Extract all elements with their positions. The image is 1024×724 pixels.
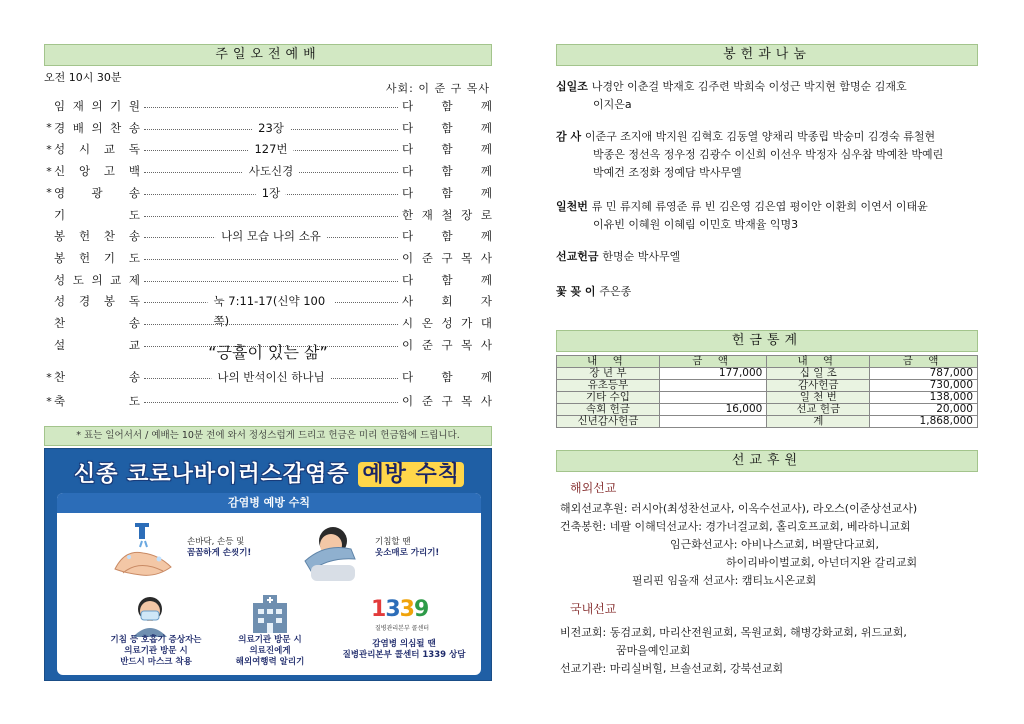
stand-mark: * bbox=[46, 121, 52, 135]
order-person: 다 함 께 bbox=[402, 120, 492, 135]
hotline-1339-logo bbox=[371, 597, 428, 622]
order-row bbox=[44, 118, 492, 138]
offering-names: 한명순 박사무엘 bbox=[602, 250, 681, 263]
stats-item: 감사헌금 bbox=[767, 380, 870, 392]
hotline-digit: 1 bbox=[371, 597, 386, 622]
dotted-leader bbox=[144, 226, 398, 246]
offering-stats-table bbox=[556, 355, 978, 428]
stats-row bbox=[557, 380, 978, 392]
order-person: 다 함 께 bbox=[402, 229, 492, 244]
hotline-digit: 3 bbox=[385, 597, 400, 622]
stand-mark: * bbox=[46, 370, 52, 384]
order-person: 다 함 께 bbox=[402, 370, 492, 384]
mission-header: 선교후원 bbox=[556, 450, 978, 472]
offering-group bbox=[556, 198, 978, 234]
offering-names: 류 민 류지혜 류영준 류 빈 김은영 김은엽 평이안 이환희 이연서 이태윤 bbox=[591, 200, 928, 213]
order-item: 1장 bbox=[256, 183, 286, 203]
offering-names: 나경안 이춘걸 박재호 김주련 박희숙 이성근 박지현 함명순 김재호 bbox=[591, 80, 907, 93]
closing-row bbox=[44, 367, 492, 387]
order-row bbox=[44, 270, 492, 290]
handwash-icon bbox=[109, 523, 179, 579]
stats-amount bbox=[659, 380, 766, 392]
dotted-leader bbox=[144, 313, 398, 333]
stats-col-header: 내 역 bbox=[767, 356, 870, 368]
offering-group bbox=[556, 78, 978, 114]
order-item: 사도신경 bbox=[243, 161, 299, 181]
stats-item: 신년감사헌금 bbox=[557, 416, 660, 428]
order-label: 기 도 bbox=[54, 207, 140, 222]
overseas-title: 해외선교 bbox=[570, 481, 617, 495]
presider: 사회: 이 준 구 목사 bbox=[385, 82, 490, 95]
dotted-leader bbox=[144, 118, 398, 138]
tip-mask: 기침 등 호흡기 증상자는 의료기관 방문 시 반드시 마스크 착용 bbox=[110, 635, 202, 667]
offering-group-label: 선교헌금 bbox=[556, 250, 603, 263]
poster-title-main: 신종 코로나바이러스감염증 bbox=[73, 462, 350, 487]
tip-cough: 기침할 땐 옷소매로 가리기! bbox=[375, 537, 440, 558]
order-row bbox=[44, 226, 492, 246]
dotted-leader bbox=[144, 367, 398, 387]
stand-mark: * bbox=[46, 394, 52, 408]
stats-col-header: 내 역 bbox=[557, 356, 660, 368]
offering-names: 주은종 bbox=[599, 285, 632, 298]
order-row bbox=[44, 205, 492, 225]
stand-mark: * bbox=[46, 186, 52, 200]
domestic-line-3: 선교기관: 마리실버힐, 브솔선교회, 강북선교회 bbox=[560, 662, 784, 675]
order-label: 경 배 의 찬 송 bbox=[54, 120, 140, 135]
stats-amount: 730,000 bbox=[870, 380, 978, 392]
offering-names: 박종은 정선옥 정우정 김광수 이신희 이선우 박정자 심우참 박예찬 박예린 bbox=[593, 148, 944, 161]
dotted-leader bbox=[144, 270, 398, 290]
order-label: 임 재 의 기 원 bbox=[54, 99, 140, 113]
order-person: 이 준 구 목 사 bbox=[402, 394, 492, 408]
stats-amount: 16,000 bbox=[659, 404, 766, 416]
dotted-leader bbox=[144, 139, 398, 159]
covid-prevention-poster bbox=[44, 448, 492, 681]
dotted-leader bbox=[144, 205, 398, 225]
dotted-leader bbox=[144, 161, 398, 181]
overseas-line-4: 하이리바이벌교회, 아넌더지완 갈리교회 bbox=[726, 556, 918, 569]
domestic-line-2: 꿈마을예인교회 bbox=[616, 644, 691, 657]
order-person: 다 함 께 bbox=[402, 142, 492, 157]
order-item: 23장 bbox=[252, 118, 290, 138]
order-person: 사 회 자 bbox=[402, 294, 492, 309]
worship-note: * 표는 일어서서 / 예배는 10분 전에 와서 정성스럽게 드리고 헌금은 미리 헌금함에 드립니다. bbox=[44, 426, 492, 446]
offering-names: 이유빈 이혜원 이혜림 이민호 박재율 익명3 bbox=[593, 218, 799, 231]
order-person: 다 함 께 bbox=[402, 272, 492, 287]
overseas-line-3: 임근화선교사: 아비나스교회, 버팔단다교회, bbox=[670, 538, 879, 551]
dotted-leader bbox=[144, 291, 398, 329]
tip-travel-history: 의료기관 방문 시 의료진에게 해외여행력 알리기 bbox=[235, 635, 305, 667]
stats-amount: 20,000 bbox=[870, 404, 978, 416]
worship-column bbox=[44, 0, 492, 724]
poster-panel bbox=[57, 493, 481, 675]
stats-item: 십 일 조 bbox=[767, 368, 870, 380]
tip-handwash: 손바닥, 손등 및 꼼꼼하게 손씻기! bbox=[187, 537, 252, 558]
offering-group bbox=[556, 128, 978, 182]
order-label: 찬 송 bbox=[54, 316, 140, 330]
order-label: 봉 헌 기 도 bbox=[54, 250, 140, 265]
stats-amount: 787,000 bbox=[870, 368, 978, 380]
cough-sleeve-icon bbox=[297, 521, 367, 583]
order-label: 봉 헌 찬 송 bbox=[54, 229, 140, 244]
offering-group-label: 십일조 bbox=[556, 80, 592, 93]
order-label: 성 시 교 독 bbox=[54, 142, 140, 157]
order-label: 축 도 bbox=[54, 394, 140, 408]
order-label: 설 교 bbox=[54, 337, 140, 352]
poster-title-highlight: 예방 수칙 bbox=[358, 462, 464, 487]
worship-header: 주일오전예배 bbox=[44, 44, 492, 66]
order-person: 시 온 성 가 대 bbox=[402, 316, 492, 330]
domestic-title: 국내선교 bbox=[570, 602, 617, 616]
dotted-leader bbox=[144, 96, 398, 116]
stats-row bbox=[557, 416, 978, 428]
order-person: 이 준 구 목 사 bbox=[402, 337, 492, 352]
order-label: 영 광 송 bbox=[54, 185, 140, 200]
stats-col-header: 금 액 bbox=[870, 356, 978, 368]
dotted-leader bbox=[144, 183, 398, 203]
offering-header: 봉헌과나눔 bbox=[556, 44, 978, 66]
mask-person-icon bbox=[125, 593, 175, 637]
order-person: 다 함 께 bbox=[402, 99, 492, 113]
order-row bbox=[44, 161, 492, 181]
overseas-line-5: 필리핀 임올재 선교사: 캠티뇨시온교회 bbox=[632, 574, 817, 587]
stats-item: 기타 수입 bbox=[557, 392, 660, 404]
offering-group-label: 일천번 bbox=[556, 200, 592, 213]
order-label: 성 경 봉 독 bbox=[54, 294, 140, 309]
hotline-small-text: 질병관리본부 콜센터 bbox=[375, 625, 430, 632]
order-row bbox=[44, 183, 492, 203]
tip-hotline: 감염병 의심될 땐 질병관리본부 콜센터 1339 상담 bbox=[342, 639, 466, 660]
stats-header-row bbox=[557, 356, 978, 368]
poster-title bbox=[45, 457, 492, 488]
offering-names: 이준구 조지애 박지원 김혁호 김동열 양채리 박종립 박숭미 김경숙 류철현 bbox=[584, 130, 936, 143]
order-item: 127번 bbox=[248, 139, 293, 159]
stats-header: 헌금통계 bbox=[556, 330, 978, 352]
stats-amount: 177,000 bbox=[659, 368, 766, 380]
stats-amount bbox=[659, 392, 766, 404]
order-person: 다 함 께 bbox=[402, 185, 492, 200]
offering-names: 박예건 조정화 정예담 박사무엘 bbox=[593, 166, 742, 179]
order-row bbox=[44, 313, 492, 333]
order-item: 나의 모습 나의 소유 bbox=[215, 226, 327, 246]
hotline-digit: 3 bbox=[399, 597, 414, 622]
worship-time: 오전 10시 30분 bbox=[44, 71, 122, 84]
stats-item: 선교 헌금 bbox=[767, 404, 870, 416]
stats-item: 장 년 부 bbox=[557, 368, 660, 380]
offering-group bbox=[556, 283, 978, 301]
stats-row bbox=[557, 368, 978, 380]
order-row bbox=[44, 248, 492, 268]
order-item: 눅 7:11-17(신약 100쪽) bbox=[208, 291, 335, 331]
offering-names: 이지은a bbox=[593, 98, 632, 111]
stats-amount: 1,868,000 bbox=[870, 416, 978, 428]
stats-amount bbox=[659, 416, 766, 428]
order-label: 성 도 의 교 제 bbox=[54, 272, 140, 287]
stats-row bbox=[557, 392, 978, 404]
offering-group-label: 꽃 꽂 이 bbox=[556, 285, 600, 298]
overseas-line-2: 건축봉헌: 네팔 이해덕선교사: 경가너걸교회, 홀리호프교회, 베라하니교회 bbox=[560, 520, 911, 533]
order-person: 다 함 께 bbox=[402, 164, 492, 179]
stats-item: 유초등부 bbox=[557, 380, 660, 392]
order-person: 이 준 구 목 사 bbox=[402, 250, 492, 265]
stats-row bbox=[557, 404, 978, 416]
stats-item: 속회 헌금 bbox=[557, 404, 660, 416]
stats-col-header: 금 액 bbox=[659, 356, 766, 368]
poster-panel-title: 감염병 예방 수칙 bbox=[57, 493, 481, 513]
offering-group-label: 감 사 bbox=[556, 130, 585, 143]
closing-row bbox=[44, 391, 492, 411]
order-person: 한 재 철 장 로 bbox=[402, 207, 492, 222]
dotted-leader bbox=[144, 248, 398, 268]
order-row bbox=[44, 96, 492, 116]
order-label: 신 앙 고 백 bbox=[54, 164, 140, 179]
sermon-title: “긍휼이 있는 삶” bbox=[208, 343, 328, 362]
stats-item: 계 bbox=[767, 416, 870, 428]
offering-column bbox=[556, 0, 978, 724]
dotted-leader bbox=[144, 391, 398, 411]
order-item: 나의 반석이신 하나님 bbox=[211, 367, 330, 387]
hotline-digit: 9 bbox=[413, 597, 429, 622]
order-row bbox=[44, 139, 492, 159]
stats-item: 일 천 번 bbox=[767, 392, 870, 404]
domestic-line-1: 비전교회: 동검교회, 마리산전원교회, 목원교회, 해병강화교회, 위드교회, bbox=[560, 626, 907, 639]
hospital-icon bbox=[247, 593, 293, 635]
order-label: 찬 송 bbox=[54, 370, 140, 384]
overseas-line-1: 해외선교후원: 러시아(최성찬선교사, 이옥수선교사), 라오스(이준상선교사) bbox=[560, 502, 918, 515]
stats-amount: 138,000 bbox=[870, 392, 978, 404]
stand-mark: * bbox=[46, 164, 52, 178]
stand-mark: * bbox=[46, 142, 52, 156]
offering-group bbox=[556, 248, 978, 266]
